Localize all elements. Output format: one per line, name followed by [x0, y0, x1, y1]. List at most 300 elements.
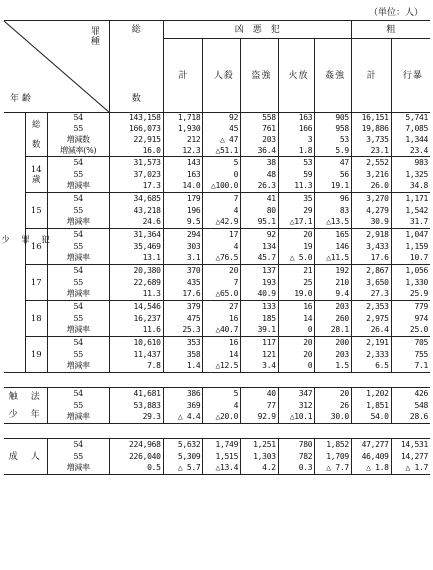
row-label: 54: [47, 265, 109, 277]
value-cell: 7.8: [109, 361, 163, 373]
value-cell: △ 4.4: [163, 412, 203, 424]
value-cell: 53,883: [109, 400, 163, 412]
value-cell: 34.8: [391, 181, 430, 193]
value-cell: △ 5.0: [278, 253, 315, 265]
value-cell: △10.1: [278, 412, 315, 424]
value-cell: 1,749: [203, 439, 241, 451]
value-cell: 16,237: [109, 313, 163, 325]
value-cell: 19: [278, 241, 315, 253]
value-cell: △40.7: [203, 325, 241, 337]
value-cell: 3: [278, 135, 315, 146]
value-cell: 77: [241, 400, 279, 412]
value-cell: 1,542: [391, 205, 430, 217]
table-corner: [4, 21, 109, 113]
value-cell: 163: [163, 169, 203, 181]
header-rough: 粗: [351, 21, 430, 39]
value-cell: 974: [391, 313, 430, 325]
value-cell: 29.3: [109, 412, 163, 424]
table-row: [4, 400, 430, 412]
value-cell: 2,867: [351, 265, 391, 277]
value-cell: 1,056: [391, 265, 430, 277]
row-label: 増減率: [47, 412, 109, 424]
value-cell: 1.8: [278, 146, 315, 157]
touhou-label-line2: 少 年: [8, 409, 42, 420]
value-cell: △ 7.7: [315, 463, 352, 475]
row-label: 54: [47, 337, 109, 349]
value-cell: △ 47: [203, 135, 241, 146]
value-cell: 24.6: [109, 217, 163, 229]
adult-label: 成 人: [4, 439, 47, 475]
value-cell: 260: [315, 313, 352, 325]
value-cell: 426: [391, 388, 430, 400]
value-cell: 37,023: [109, 169, 163, 181]
table-row: [4, 253, 430, 265]
row-label: 55: [47, 241, 109, 253]
row-label: 54: [47, 229, 109, 241]
header-total: 総: [109, 21, 163, 39]
value-cell: 3.1: [163, 253, 203, 265]
value-cell: 35,469: [109, 241, 163, 253]
value-cell: 165: [315, 229, 352, 241]
age-group-label: 16: [26, 229, 48, 265]
value-cell: 761: [241, 124, 279, 135]
value-cell: 7: [203, 277, 241, 289]
table-row: [4, 325, 430, 337]
value-cell: 353: [163, 337, 203, 349]
value-cell: 16,151: [351, 113, 391, 124]
value-cell: 22,915: [109, 135, 163, 146]
table-row: [4, 113, 430, 124]
row-label: 増減率: [47, 253, 109, 265]
value-cell: 28.1: [315, 325, 352, 337]
value-cell: 96: [315, 193, 352, 205]
value-cell: 203: [315, 301, 352, 313]
value-cell: △65.0: [203, 289, 241, 301]
value-cell: 1,325: [391, 169, 430, 181]
header-brutal-total: 計: [163, 39, 203, 113]
age-group-label: 14 歳: [26, 157, 48, 193]
value-cell: 1,303: [241, 451, 279, 463]
value-cell: △42.9: [203, 217, 241, 229]
value-cell: 4: [203, 400, 241, 412]
value-cell: 166,073: [109, 124, 163, 135]
value-cell: 27.3: [351, 289, 391, 301]
value-cell: 14,546: [109, 301, 163, 313]
value-cell: 210: [315, 277, 352, 289]
value-cell: 212: [163, 135, 203, 146]
value-cell: 31.7: [391, 217, 430, 229]
unit-label: （単位：人）: [368, 8, 423, 18]
row-label: 増減率: [47, 463, 109, 475]
value-cell: 4.2: [241, 463, 279, 475]
row-label: 55: [47, 124, 109, 135]
value-cell: 905: [315, 113, 352, 124]
value-cell: 1,344: [391, 135, 430, 146]
header-brutal: 凶 悪 犯: [163, 21, 351, 39]
value-cell: 1,251: [241, 439, 279, 451]
value-cell: 7: [203, 193, 241, 205]
value-cell: 379: [163, 301, 203, 313]
value-cell: 20: [203, 265, 241, 277]
value-cell: 5: [203, 157, 241, 169]
value-cell: 14,277: [391, 451, 430, 463]
value-cell: △76.5: [203, 253, 241, 265]
row-label: 54: [47, 193, 109, 205]
row-label: 増減率(%): [47, 146, 109, 157]
value-cell: 11.3: [278, 181, 315, 193]
table-row: [4, 349, 430, 361]
value-cell: 14: [278, 313, 315, 325]
value-cell: 4: [203, 205, 241, 217]
value-cell: 19,886: [351, 124, 391, 135]
value-cell: 41,681: [109, 388, 163, 400]
table-row: [4, 193, 430, 205]
value-cell: 45: [203, 124, 241, 135]
value-cell: 143: [163, 157, 203, 169]
row-label: 増減率: [47, 289, 109, 301]
value-cell: 6.5: [351, 361, 391, 373]
table-row: [4, 146, 430, 157]
value-cell: 30.9: [351, 217, 391, 229]
value-cell: 25.0: [391, 325, 430, 337]
table-row: [4, 301, 430, 313]
age-group-label: 15: [26, 193, 48, 229]
value-cell: 92: [241, 229, 279, 241]
value-cell: 53: [278, 157, 315, 169]
value-cell: 0: [278, 325, 315, 337]
value-cell: 548: [391, 400, 430, 412]
value-cell: 9.4: [315, 289, 352, 301]
value-cell: 38: [241, 157, 279, 169]
value-cell: 5,309: [163, 451, 203, 463]
value-cell: △20.0: [203, 412, 241, 424]
value-cell: 53: [315, 135, 352, 146]
value-cell: 16: [203, 313, 241, 325]
corner-crime-type: 罪 種: [90, 27, 103, 47]
value-cell: 26.0: [351, 181, 391, 193]
value-cell: 226,040: [109, 451, 163, 463]
value-cell: 0.3: [278, 463, 315, 475]
value-cell: 92.9: [241, 412, 279, 424]
value-cell: 16.0: [109, 146, 163, 157]
value-cell: △ 5.7: [163, 463, 203, 475]
age-group-label: 19: [26, 337, 48, 373]
value-cell: 1.4: [163, 361, 203, 373]
value-cell: 22,689: [109, 277, 163, 289]
value-cell: △12.5: [203, 361, 241, 373]
value-cell: 30.0: [315, 412, 352, 424]
header-rape: 強 姦: [315, 39, 352, 113]
value-cell: 3,650: [351, 277, 391, 289]
value-cell: 12.3: [163, 146, 203, 157]
value-cell: 137: [241, 265, 279, 277]
value-cell: 755: [391, 349, 430, 361]
value-cell: 17.3: [109, 181, 163, 193]
value-cell: 20,380: [109, 265, 163, 277]
value-cell: 41: [241, 193, 279, 205]
value-cell: 31,573: [109, 157, 163, 169]
juvenile-offenders-label: 犯 罪 少: [0, 235, 50, 250]
value-cell: 0: [203, 169, 241, 181]
value-cell: 35: [278, 193, 315, 205]
value-cell: 370: [163, 265, 203, 277]
value-cell: 3,735: [351, 135, 391, 146]
value-cell: 5.9: [315, 146, 352, 157]
value-cell: 1,515: [203, 451, 241, 463]
value-cell: 1,851: [351, 400, 391, 412]
table-row: [4, 439, 430, 451]
value-cell: 20: [278, 229, 315, 241]
value-cell: 347: [278, 388, 315, 400]
value-cell: 2,975: [351, 313, 391, 325]
corner-age: 年齢: [10, 94, 35, 104]
touhou-label-line1: 触 法: [8, 391, 42, 402]
row-label: 55: [47, 205, 109, 217]
value-cell: 1,330: [391, 277, 430, 289]
table-row: [4, 361, 430, 373]
value-cell: 36.4: [241, 146, 279, 157]
table-row: [4, 124, 430, 135]
value-cell: 386: [163, 388, 203, 400]
value-cell: 1,047: [391, 229, 430, 241]
value-cell: 20: [315, 388, 352, 400]
header-murder: 殺 人: [203, 39, 241, 113]
value-cell: 25.3: [163, 325, 203, 337]
value-cell: 3,216: [351, 169, 391, 181]
value-cell: 16: [278, 301, 315, 313]
value-cell: 294: [163, 229, 203, 241]
row-label: 増減率: [47, 217, 109, 229]
row-label: 54: [47, 439, 109, 451]
value-cell: 7.1: [391, 361, 430, 373]
value-cell: 46,409: [351, 451, 391, 463]
value-cell: 20: [278, 349, 315, 361]
value-cell: 5: [203, 388, 241, 400]
row-label: 55: [47, 169, 109, 181]
value-cell: 166: [278, 124, 315, 135]
row-label: 54: [47, 301, 109, 313]
value-cell: 26.4: [351, 325, 391, 337]
table-row: [4, 289, 430, 301]
value-cell: 983: [391, 157, 430, 169]
value-cell: 185: [241, 313, 279, 325]
value-cell: 2,353: [351, 301, 391, 313]
value-cell: 200: [315, 337, 352, 349]
value-cell: 43,218: [109, 205, 163, 217]
value-cell: 0: [278, 361, 315, 373]
row-label: 55: [47, 400, 109, 412]
value-cell: 1,202: [351, 388, 391, 400]
value-cell: 19.1: [315, 181, 352, 193]
value-cell: 1,852: [315, 439, 352, 451]
value-cell: 14: [203, 349, 241, 361]
value-cell: △ 1.8: [351, 463, 391, 475]
value-cell: △ 1.7: [391, 463, 430, 475]
value-cell: 92: [203, 113, 241, 124]
value-cell: 20: [278, 337, 315, 349]
row-label: 54: [47, 157, 109, 169]
value-cell: 11.6: [109, 325, 163, 337]
value-cell: 1,709: [315, 451, 352, 463]
value-cell: 54.0: [351, 412, 391, 424]
value-cell: 4,279: [351, 205, 391, 217]
value-cell: 2,191: [351, 337, 391, 349]
value-cell: 196: [163, 205, 203, 217]
value-cell: 779: [391, 301, 430, 313]
table-row: [4, 181, 430, 193]
value-cell: 23.1: [351, 146, 391, 157]
table-row: [4, 412, 430, 424]
table-row: [4, 388, 430, 400]
row-label: 増減率: [47, 181, 109, 193]
value-cell: 3.4: [241, 361, 279, 373]
value-cell: 0.5: [109, 463, 163, 475]
value-cell: 17: [203, 229, 241, 241]
value-cell: 5,741: [391, 113, 430, 124]
table-row: [4, 451, 430, 463]
table-row: [4, 135, 430, 146]
row-label: 増減率: [47, 325, 109, 337]
value-cell: 11.3: [109, 289, 163, 301]
value-cell: 705: [391, 337, 430, 349]
value-cell: 80: [241, 205, 279, 217]
value-cell: 17.6: [351, 253, 391, 265]
header-arson: 放 火: [278, 39, 315, 113]
value-cell: 10,610: [109, 337, 163, 349]
value-cell: △100.0: [203, 181, 241, 193]
value-cell: △11.5: [315, 253, 352, 265]
value-cell: 45.7: [241, 253, 279, 265]
value-cell: 203: [241, 135, 279, 146]
value-cell: 958: [315, 124, 352, 135]
value-cell: 303: [163, 241, 203, 253]
value-cell: 2,333: [351, 349, 391, 361]
value-cell: 558: [241, 113, 279, 124]
value-cell: 21: [278, 265, 315, 277]
value-cell: 780: [278, 439, 315, 451]
value-cell: 9.5: [163, 217, 203, 229]
value-cell: 56: [315, 169, 352, 181]
value-cell: 1,171: [391, 193, 430, 205]
value-cell: 192: [315, 265, 352, 277]
value-cell: 358: [163, 349, 203, 361]
value-cell: 83: [315, 205, 352, 217]
value-cell: 4: [203, 241, 241, 253]
value-cell: 47: [315, 157, 352, 169]
value-cell: 19.0: [278, 289, 315, 301]
row-label: 55: [47, 451, 109, 463]
age-group-label: 総 数: [26, 113, 48, 157]
value-cell: △51.1: [203, 146, 241, 157]
row-label: 54: [47, 113, 109, 124]
row-label: 55: [47, 313, 109, 325]
value-cell: 23.4: [391, 146, 430, 157]
value-cell: △17.1: [278, 217, 315, 229]
value-cell: 39.1: [241, 325, 279, 337]
value-cell: 312: [278, 400, 315, 412]
value-cell: 25.9: [391, 289, 430, 301]
value-cell: 47,277: [351, 439, 391, 451]
value-cell: 1.5: [315, 361, 352, 373]
table-row: [4, 313, 430, 325]
header-rough-total: 計: [351, 39, 391, 113]
value-cell: 179: [163, 193, 203, 205]
table-row: [4, 169, 430, 181]
row-label: 55: [47, 349, 109, 361]
table-row: [4, 337, 430, 349]
value-cell: 5,632: [163, 439, 203, 451]
value-cell: 40: [241, 388, 279, 400]
header-robbery: 強 盗: [241, 39, 279, 113]
value-cell: 29: [278, 205, 315, 217]
touhou-label: [4, 388, 47, 424]
table-row: [4, 277, 430, 289]
row-label: 増減数: [47, 135, 109, 146]
row-label: 55: [47, 277, 109, 289]
value-cell: 117: [241, 337, 279, 349]
value-cell: 14.0: [163, 181, 203, 193]
value-cell: 59: [278, 169, 315, 181]
value-cell: 7,085: [391, 124, 430, 135]
table-row: [4, 217, 430, 229]
value-cell: 134: [241, 241, 279, 253]
value-cell: 31,364: [109, 229, 163, 241]
value-cell: 26.3: [241, 181, 279, 193]
row-label: 54: [47, 388, 109, 400]
value-cell: 1,930: [163, 124, 203, 135]
value-cell: 27: [203, 301, 241, 313]
value-cell: 133: [241, 301, 279, 313]
value-cell: 17.6: [163, 289, 203, 301]
value-cell: 1,718: [163, 113, 203, 124]
value-cell: 435: [163, 277, 203, 289]
value-cell: 203: [315, 349, 352, 361]
value-cell: 1,159: [391, 241, 430, 253]
value-cell: 475: [163, 313, 203, 325]
value-cell: 11,437: [109, 349, 163, 361]
value-cell: 3,270: [351, 193, 391, 205]
value-cell: 10.7: [391, 253, 430, 265]
value-cell: 14,531: [391, 439, 430, 451]
header-assault: 暴 行: [391, 39, 430, 113]
value-cell: 26: [315, 400, 352, 412]
value-cell: 40.9: [241, 289, 279, 301]
value-cell: 163: [278, 113, 315, 124]
table-row: [4, 205, 430, 217]
table-row: [4, 463, 430, 475]
value-cell: 782: [278, 451, 315, 463]
table-row: [4, 157, 430, 169]
value-cell: 193: [241, 277, 279, 289]
value-cell: 28.6: [391, 412, 430, 424]
value-cell: 13.1: [109, 253, 163, 265]
value-cell: 2,552: [351, 157, 391, 169]
value-cell: 95.1: [241, 217, 279, 229]
value-cell: 369: [163, 400, 203, 412]
value-cell: 3,433: [351, 241, 391, 253]
value-cell: 25: [278, 277, 315, 289]
value-cell: △13.5: [315, 217, 352, 229]
header-total-bottom: 数: [109, 39, 163, 113]
statistics-table: [0, 20, 430, 475]
value-cell: 121: [241, 349, 279, 361]
table-row: [4, 229, 430, 241]
value-cell: 34,685: [109, 193, 163, 205]
value-cell: 48: [241, 169, 279, 181]
age-group-label: 17: [26, 265, 48, 301]
value-cell: 2,918: [351, 229, 391, 241]
value-cell: 224,968: [109, 439, 163, 451]
